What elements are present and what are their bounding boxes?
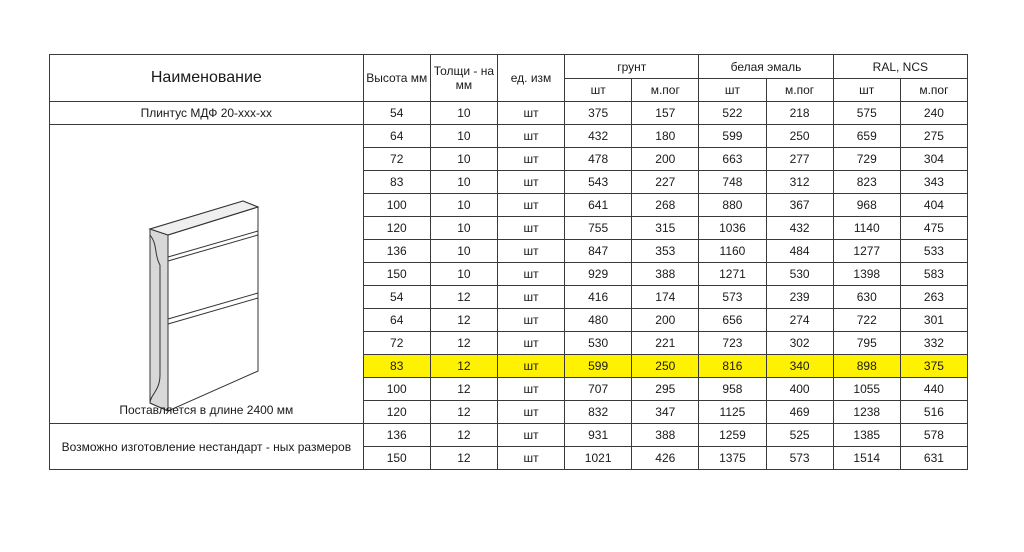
cell-ral-pcs: 968 [833, 194, 900, 217]
cell-ral-m: 578 [900, 424, 967, 447]
cell-primer-m: 174 [632, 286, 699, 309]
cell-white-pcs: 599 [699, 125, 766, 148]
cell-white-pcs: 656 [699, 309, 766, 332]
cell-primer-pcs: 832 [565, 401, 632, 424]
cell-ral-pcs: 1055 [833, 378, 900, 401]
cell-ral-m: 275 [900, 125, 967, 148]
cell-primer-pcs: 432 [565, 125, 632, 148]
cell-unit: шт [497, 447, 564, 470]
cell-white-m: 218 [766, 102, 833, 125]
cell-thickness: 12 [430, 424, 497, 447]
cell-unit: шт [497, 148, 564, 171]
cell-ral-pcs: 1277 [833, 240, 900, 263]
cell-white-pcs: 522 [699, 102, 766, 125]
cell-ral-m: 240 [900, 102, 967, 125]
cell-white-m: 312 [766, 171, 833, 194]
cell-primer-pcs: 375 [565, 102, 632, 125]
cell-thickness: 10 [430, 194, 497, 217]
cell-white-m: 302 [766, 332, 833, 355]
cell-unit: шт [497, 309, 564, 332]
cell-ral-m: 263 [900, 286, 967, 309]
cell-ral-m: 301 [900, 309, 967, 332]
cell-ral-m: 332 [900, 332, 967, 355]
cell-white-m: 277 [766, 148, 833, 171]
cell-white-pcs: 1375 [699, 447, 766, 470]
cell-unit: шт [497, 194, 564, 217]
cell-white-m: 432 [766, 217, 833, 240]
primer-pcs-header: шт [565, 79, 632, 102]
cell-primer-pcs: 755 [565, 217, 632, 240]
ral-meter-header: м.пог [900, 79, 967, 102]
cell-ral-m: 343 [900, 171, 967, 194]
cell-unit: шт [497, 286, 564, 309]
cell-unit: шт [497, 332, 564, 355]
cell-ral-pcs: 1398 [833, 263, 900, 286]
cell-white-m: 525 [766, 424, 833, 447]
cell-thickness: 10 [430, 263, 497, 286]
cell-thickness: 12 [430, 355, 497, 378]
cell-primer-m: 388 [632, 263, 699, 286]
cell-ral-pcs: 795 [833, 332, 900, 355]
cell-primer-m: 250 [632, 355, 699, 378]
cell-primer-m: 426 [632, 447, 699, 470]
cell-primer-pcs: 599 [565, 355, 632, 378]
cell-unit: шт [497, 125, 564, 148]
cell-primer-m: 227 [632, 171, 699, 194]
table-row [50, 424, 968, 447]
cell-primer-pcs: 478 [565, 148, 632, 171]
cell-primer-m: 221 [632, 332, 699, 355]
cell-primer-m: 353 [632, 240, 699, 263]
cell-unit: шт [497, 217, 564, 240]
cell-white-m: 573 [766, 447, 833, 470]
header-row-1 [50, 55, 968, 79]
cell-thickness: 10 [430, 240, 497, 263]
cell-primer-pcs: 480 [565, 309, 632, 332]
cell-unit: шт [497, 102, 564, 125]
cell-ral-m: 533 [900, 240, 967, 263]
cell-white-m: 484 [766, 240, 833, 263]
cell-ral-m: 516 [900, 401, 967, 424]
cell-white-pcs: 816 [699, 355, 766, 378]
cell-white-pcs: 1259 [699, 424, 766, 447]
cell-ral-pcs: 722 [833, 309, 900, 332]
cell-height: 136 [363, 240, 430, 263]
cell-unit: шт [497, 355, 564, 378]
cell-primer-m: 180 [632, 125, 699, 148]
cell-ral-pcs: 659 [833, 125, 900, 148]
cell-unit: шт [497, 240, 564, 263]
cell-white-pcs: 880 [699, 194, 766, 217]
cell-thickness: 12 [430, 332, 497, 355]
white-meter-header: м.пог [766, 79, 833, 102]
cell-primer-m: 315 [632, 217, 699, 240]
supply-length-note: Поставляется в длине 2400 мм [119, 403, 294, 417]
primer-meter-header: м.пог [632, 79, 699, 102]
baseboard-profile-image [120, 195, 270, 415]
white-pcs-header: шт [699, 79, 766, 102]
cell-white-pcs: 573 [699, 286, 766, 309]
cell-primer-pcs: 416 [565, 286, 632, 309]
cell-height: 83 [363, 171, 430, 194]
cell-white-pcs: 1160 [699, 240, 766, 263]
cell-height: 150 [363, 447, 430, 470]
cell-primer-m: 157 [632, 102, 699, 125]
cell-ral-pcs: 898 [833, 355, 900, 378]
cell-height: 64 [363, 309, 430, 332]
cell-thickness: 10 [430, 148, 497, 171]
cell-height: 64 [363, 125, 430, 148]
cell-height: 54 [363, 102, 430, 125]
white-enamel-group-header: белая эмаль [699, 55, 833, 79]
cell-primer-pcs: 543 [565, 171, 632, 194]
cell-white-m: 239 [766, 286, 833, 309]
cell-unit: шт [497, 263, 564, 286]
cell-primer-m: 268 [632, 194, 699, 217]
cell-white-m: 250 [766, 125, 833, 148]
thickness-header: Толщи - на мм [430, 55, 497, 102]
cell-white-m: 367 [766, 194, 833, 217]
cell-unit: шт [497, 378, 564, 401]
cell-height: 136 [363, 424, 430, 447]
cell-height: 100 [363, 378, 430, 401]
cell-ral-pcs: 1140 [833, 217, 900, 240]
ral-pcs-header: шт [833, 79, 900, 102]
cell-ral-pcs: 1385 [833, 424, 900, 447]
cell-ral-m: 583 [900, 263, 967, 286]
cell-unit: шт [497, 171, 564, 194]
cell-height: 72 [363, 148, 430, 171]
cell-unit: шт [497, 401, 564, 424]
cell-thickness: 10 [430, 125, 497, 148]
cell-primer-pcs: 929 [565, 263, 632, 286]
cell-primer-pcs: 530 [565, 332, 632, 355]
cell-thickness: 12 [430, 401, 497, 424]
cell-white-pcs: 1036 [699, 217, 766, 240]
cell-white-pcs: 723 [699, 332, 766, 355]
cell-ral-m: 404 [900, 194, 967, 217]
cell-ral-pcs: 823 [833, 171, 900, 194]
cell-thickness: 10 [430, 171, 497, 194]
cell-height: 100 [363, 194, 430, 217]
cell-height: 72 [363, 332, 430, 355]
cell-ral-pcs: 1238 [833, 401, 900, 424]
cell-height: 150 [363, 263, 430, 286]
cell-white-pcs: 958 [699, 378, 766, 401]
cell-white-pcs: 663 [699, 148, 766, 171]
cell-unit: шт [497, 424, 564, 447]
product-name-cell: Плинтус МДФ 20-ххх-хх [50, 102, 364, 125]
cell-thickness: 10 [430, 102, 497, 125]
cell-thickness: 10 [430, 217, 497, 240]
cell-primer-pcs: 931 [565, 424, 632, 447]
unit-header: ед. изм [497, 55, 564, 102]
cell-primer-pcs: 707 [565, 378, 632, 401]
cell-ral-m: 304 [900, 148, 967, 171]
cell-ral-pcs: 575 [833, 102, 900, 125]
cell-white-m: 274 [766, 309, 833, 332]
height-header: Высота мм [363, 55, 430, 102]
cell-ral-m: 440 [900, 378, 967, 401]
cell-white-m: 340 [766, 355, 833, 378]
cell-ral-pcs: 729 [833, 148, 900, 171]
table-row [50, 102, 968, 125]
cell-ral-m: 375 [900, 355, 967, 378]
cell-primer-m: 200 [632, 309, 699, 332]
cell-primer-m: 200 [632, 148, 699, 171]
cell-thickness: 12 [430, 309, 497, 332]
cell-primer-m: 295 [632, 378, 699, 401]
cell-primer-m: 388 [632, 424, 699, 447]
cell-ral-pcs: 630 [833, 286, 900, 309]
cell-height: 120 [363, 217, 430, 240]
price-table [49, 54, 968, 470]
cell-white-pcs: 1125 [699, 401, 766, 424]
cell-thickness: 12 [430, 286, 497, 309]
cell-thickness: 12 [430, 378, 497, 401]
table-row [50, 125, 968, 148]
cell-white-pcs: 748 [699, 171, 766, 194]
primer-group-header: грунт [565, 55, 699, 79]
cell-height: 120 [363, 401, 430, 424]
cell-thickness: 12 [430, 447, 497, 470]
cell-white-m: 400 [766, 378, 833, 401]
cell-white-m: 469 [766, 401, 833, 424]
cell-height: 54 [363, 286, 430, 309]
cell-primer-m: 347 [632, 401, 699, 424]
cell-white-pcs: 1271 [699, 263, 766, 286]
ral-ncs-group-header: RAL, NCS [833, 55, 967, 79]
cell-ral-m: 475 [900, 217, 967, 240]
cell-primer-pcs: 641 [565, 194, 632, 217]
cell-height: 83 [363, 355, 430, 378]
cell-primer-pcs: 1021 [565, 447, 632, 470]
cell-ral-m: 631 [900, 447, 967, 470]
name-header: Наименование [50, 55, 364, 102]
cell-ral-pcs: 1514 [833, 447, 900, 470]
cell-white-m: 530 [766, 263, 833, 286]
product-image-cell [50, 125, 364, 424]
custom-sizes-note: Возможно изготовление нестандарт - ных размеров [50, 424, 364, 470]
cell-primer-pcs: 847 [565, 240, 632, 263]
